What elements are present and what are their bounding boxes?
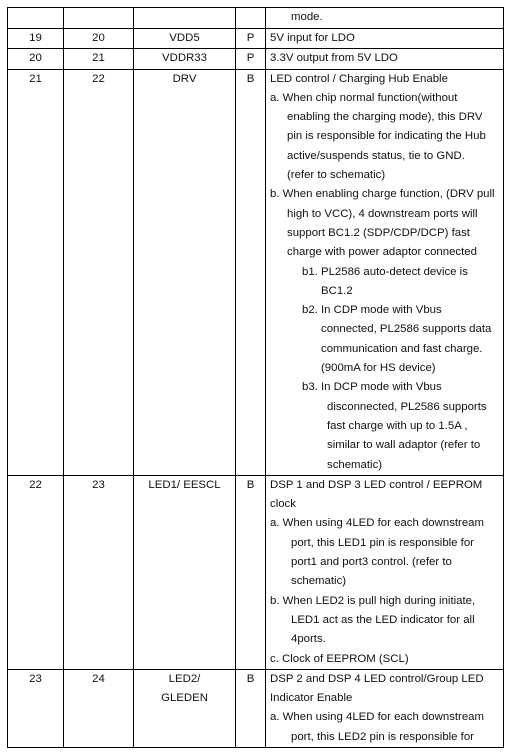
- description-line: active/suspends status, tie to GND.: [287, 149, 465, 162]
- pin-type-cell: P: [236, 29, 266, 49]
- pin-number-cell: 23: [8, 669, 64, 747]
- description-line: LED1 act as the LED indicator for all: [291, 613, 475, 626]
- pin-name-cell: DRV: [134, 69, 236, 475]
- description-line: charge with power adaptor connected: [287, 246, 477, 259]
- pin-name-cell: VDDR33: [134, 49, 236, 69]
- description-line: 3.3V output from 5V LDO: [270, 52, 398, 65]
- description-line: communication and fast charge.: [321, 342, 483, 355]
- pin-number-cell: [8, 8, 64, 29]
- table-row: [8, 8, 504, 29]
- description-line: 4ports.: [291, 633, 326, 646]
- description-line: DSP 2 and DSP 4 LED control/Group LED: [270, 672, 484, 685]
- table-row: [8, 669, 504, 747]
- pin-description-table: [7, 7, 504, 748]
- pin-number-alt-cell: [64, 8, 134, 29]
- pin-description-cell: [266, 29, 504, 49]
- table-row: [8, 69, 504, 475]
- description-line: LED control / Charging Hub Enable: [270, 72, 448, 85]
- description-line: b. When LED2 is pull high during initiate,: [270, 594, 476, 607]
- pin-number-alt-cell: 20: [64, 29, 134, 49]
- description-line: Indicator Enable: [270, 692, 353, 705]
- pin-number-cell: 20: [8, 49, 64, 69]
- description-line: enabling the charging mode), this DRV: [287, 111, 483, 124]
- description-line: a. When using 4LED for each downstream: [270, 711, 485, 724]
- pin-type-cell: B: [236, 669, 266, 747]
- pin-description-cell: [266, 8, 504, 29]
- pin-name-line: GLEDEN: [161, 692, 208, 705]
- pin-name-cell: LED1/ EESCL: [134, 475, 236, 669]
- pin-number-cell: 22: [8, 475, 64, 669]
- pin-description-cell: [266, 69, 504, 475]
- description-line: port, this LED1 pin is responsible for: [291, 536, 474, 549]
- pin-name-cell: [134, 669, 236, 747]
- description-line: mode.: [291, 11, 323, 23]
- description-line: (refer to schematic): [287, 169, 386, 182]
- description-line: BC1.2: [321, 284, 353, 297]
- description-line: pin is responsible for indicating the Hub: [287, 130, 486, 143]
- description-line: (900mA for HS device): [321, 362, 436, 375]
- description-line: support BC1.2 (SDP/CDP/DCP) fast: [287, 226, 470, 239]
- description-line: similar to wall adaptor (refer to: [327, 439, 481, 452]
- pin-type-cell: [236, 8, 266, 29]
- pin-number-alt-cell: 23: [64, 475, 134, 669]
- pin-name-line: LED2/: [168, 672, 201, 685]
- table-row: [8, 29, 504, 49]
- pin-description-cell: [266, 475, 504, 669]
- pin-type-cell: B: [236, 475, 266, 669]
- description-line: b3. In DCP mode with Vbus: [302, 381, 442, 394]
- description-line: b1. PL2586 auto-detect device is: [302, 265, 468, 278]
- pin-number-cell: 21: [8, 69, 64, 475]
- pin-number-alt-cell: 22: [64, 69, 134, 475]
- description-line: b. When enabling charge function, (DRV pull: [270, 188, 495, 201]
- pin-number-alt-cell: 24: [64, 669, 134, 747]
- pin-number-alt-cell: 21: [64, 49, 134, 69]
- pin-type-cell: B: [236, 69, 266, 475]
- description-line: disconnected, PL2586 supports: [327, 400, 487, 413]
- description-line: DSP 1 and DSP 3 LED control / EEPROM: [270, 478, 483, 491]
- description-line: schematic): [327, 458, 383, 471]
- pin-number-cell: 19: [8, 29, 64, 49]
- description-line: port, this LED2 pin is responsible for: [291, 730, 474, 743]
- description-line: high to VCC), 4 downstream ports will: [287, 207, 478, 220]
- table-row: [8, 49, 504, 69]
- description-line: b2. In CDP mode with Vbus: [302, 304, 442, 317]
- pin-name-cell: [134, 8, 236, 29]
- pin-description-cell: [266, 669, 504, 747]
- description-line: connected, PL2586 supports data: [321, 323, 492, 336]
- pin-description-cell: [266, 49, 504, 69]
- pin-name-cell: VDD5: [134, 29, 236, 49]
- description-line: c. Clock of EEPROM (SCL): [270, 652, 409, 665]
- description-line: 5V input for LDO: [270, 32, 355, 44]
- table-row: [8, 475, 504, 669]
- description-line: a. When using 4LED for each downstream: [270, 517, 485, 530]
- pin-type-cell: P: [236, 49, 266, 69]
- description-line: schematic): [291, 575, 347, 588]
- description-line: clock: [270, 498, 296, 511]
- description-line: a. When chip normal function(without: [270, 91, 458, 104]
- description-line: port1 and port3 control. (refer to: [291, 556, 452, 569]
- description-line: fast charge with up to 1.5A ,: [327, 419, 468, 432]
